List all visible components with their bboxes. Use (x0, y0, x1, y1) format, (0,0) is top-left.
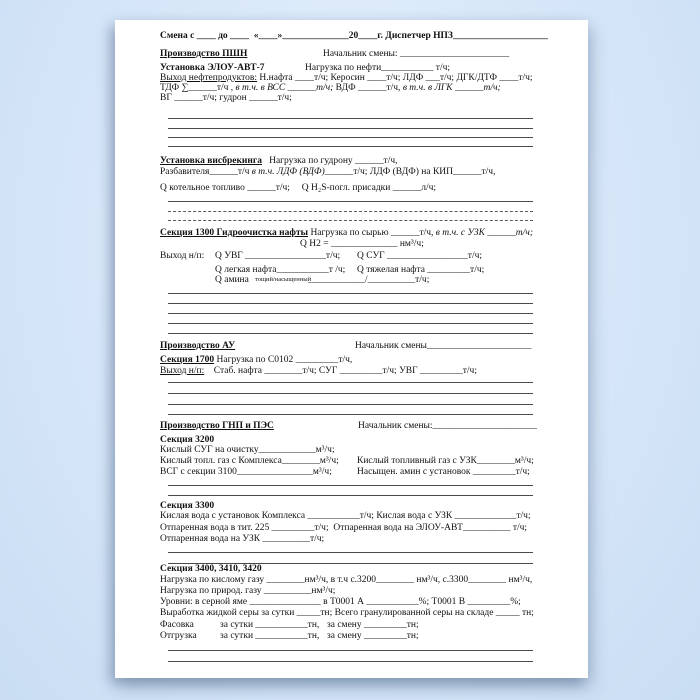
ruled-line (168, 661, 533, 662)
text-segment: Смена с ____ до ____ «____»______________20____г. Диспетчер НПЗ____________________ (160, 31, 548, 41)
production-pshn-heading (160, 49, 510, 59)
section-3200-heading (160, 435, 214, 445)
ruled-line (168, 485, 533, 486)
shipment-line (160, 631, 419, 641)
ruled-line (168, 650, 533, 651)
text-segment: Q котельное топливо ______т/ч; Q H₂S-погл. присадки ______л/ч; (160, 183, 437, 193)
section-1300-heading-line (160, 228, 533, 238)
text-segment: Стаб. нафта ________т/ч; СУГ _________т/ч; УВГ _________т/ч; (204, 366, 477, 376)
ruled-line (168, 303, 533, 304)
ruled-line (168, 552, 533, 553)
section-3400-title: Секция 3400, 3410, 3420 (160, 564, 262, 574)
ruled-line (168, 333, 533, 334)
ruled-line (168, 495, 533, 496)
elou-avt7-line (160, 63, 451, 73)
ruled-line (168, 118, 533, 119)
text-segment: ВДФ ______т/ч, (333, 83, 403, 93)
text-segment: Нагрузка по гудрону ______т/ч, (261, 156, 398, 166)
text-segment: Фасовка (160, 620, 194, 630)
ruled-line (168, 146, 533, 147)
ruled-line (168, 137, 533, 138)
text-segment: Q СУГ _________________т/ч; (357, 251, 482, 261)
ruled-line (168, 220, 533, 221)
ruled-line (168, 211, 533, 212)
shift-supervisor-blank: Начальник смены:______________________ (358, 421, 538, 431)
production-au-title: Производство АУ (160, 341, 236, 351)
sour-fuel-gas-line (160, 456, 534, 466)
vsg-line (160, 467, 530, 477)
text-segment: в т.ч. в ВСС ______т/ч; (235, 83, 334, 93)
product-yield-line (160, 73, 533, 83)
text-segment: за смену _________тн; (327, 620, 419, 630)
ruled-line (168, 313, 533, 314)
text-segment: ВГ ______т/ч; гудрон ______т/ч; (160, 93, 292, 103)
text-segment: в т.ч. с УЗК ______т/ч; (435, 228, 533, 238)
text-segment: Н.нафта ____т/ч; Керосин ____т/ч; ЛДФ ___т/ч; ДГК/ДТФ ____т/ч; (257, 73, 533, 83)
text-segment: Q амина (215, 275, 252, 285)
text-segment: Насыщен. амин с установок _________т/ч; (357, 467, 530, 477)
text-segment: ______т/ч; ЛДФ (ВДФ) на КИП______т/ч, (324, 167, 496, 177)
section-1700-title: Секция 1700 (160, 355, 215, 365)
section-3200-title: Секция 3200 (160, 435, 215, 445)
text-segment: Кислый топливный газ с УЗК________м³/ч; (357, 456, 534, 466)
text-segment: Отпаренная вода на УЗК __________т/ч; (160, 534, 325, 544)
production-gnp-pes-heading (160, 421, 538, 431)
shift-supervisor-blank: Начальник смены______________________ (355, 341, 532, 351)
levels-line (160, 597, 521, 607)
paper-sheet (115, 20, 588, 678)
production-gnp-pes-title: Производство ГНП и ПЭС (160, 421, 274, 431)
sour-water-line (160, 511, 531, 521)
stripped-water-line (160, 523, 527, 533)
text-segment: в т.ч. ЛДФ (ВДФ) (251, 167, 325, 177)
text-segment: Нагрузка по кислому газу ________нм³/ч, в т.ч с.3200________ нм³/ч, с.3300________ нм³/ч, (160, 575, 533, 585)
text-segment: Кислый СУГ на очистку____________м³/ч; (160, 445, 335, 455)
text-segment: Кислый топл. газ с Комплекса________м³/ч; (160, 456, 339, 466)
sour-sug-line (160, 445, 335, 455)
ruled-line (168, 393, 533, 394)
text-segment: ВСГ с секции 3100________________м³/ч; (160, 467, 332, 477)
text-segment: Выработка жидкой серы за сутки _____тн; Всего гранулированной серы на складе _____ тн; (160, 608, 534, 618)
packing-line (160, 620, 419, 630)
acid-gas-load-line (160, 575, 532, 585)
au-yield-line (160, 366, 477, 376)
vg-gudron-line (160, 93, 292, 103)
ruled-line (168, 414, 533, 415)
yield-uvg-sug-line (160, 251, 482, 261)
text-segment: Q Н2 = ______________ нм³/ч; (300, 239, 424, 249)
ruled-line (168, 382, 533, 383)
text-segment: Нагрузка по нефти___________ т/ч; (305, 63, 451, 73)
visbreaking-heading-line (160, 156, 398, 166)
production-pshn-title: Производство ПШН (160, 49, 248, 59)
text-segment: Q тяжелая нафта _________т/ч; (357, 265, 485, 275)
diluent-line (160, 167, 495, 177)
production-au-heading (160, 341, 532, 351)
text-segment: Q УВГ _________________т/ч; (215, 251, 341, 261)
text-segment: за смену _________тн; (327, 631, 419, 641)
text-segment: Q легкая нафта___________т /ч; (215, 265, 346, 275)
text-segment: Выход н/п: (160, 251, 205, 261)
stripped-water-uzk-line (160, 534, 324, 544)
text-segment: Выход н/п: (160, 366, 205, 376)
section-3300-heading (160, 501, 214, 511)
section-1700-line (160, 355, 352, 365)
text-segment: за сутки ___________тн, (220, 631, 320, 641)
shift-supervisor-blank: Начальник смены: _______________________ (323, 49, 510, 59)
ruled-line (168, 201, 533, 202)
text-segment: Нагрузка по сырью ______т/ч, (308, 228, 436, 238)
text-segment: Нагрузка по С0102 _________т/ч, (214, 355, 353, 365)
text-segment: за сутки ___________тн, (220, 620, 320, 630)
text-segment: Уровни: в серной яме _______________ в Т0001 А ___________%; Т0001 В _________%; (160, 597, 521, 607)
text-segment: ТДФ ∑______т/ч , (160, 83, 236, 93)
text-segment: Отгрузка (160, 631, 197, 641)
unit-elou-avt7-title: Установка ЭЛОУ-АВТ-7 (160, 63, 265, 73)
paper-content (160, 20, 588, 678)
boiler-fuel-line (160, 183, 436, 193)
unit-visbreaking-title: Установка висбрекинга (160, 156, 262, 166)
text-segment: ____________/__________т/ч; (308, 275, 430, 285)
ruled-line (168, 293, 533, 294)
sulfur-output-line (160, 608, 534, 618)
text-segment: тощий/насыщенный (255, 276, 312, 283)
natural-gas-load-line (160, 586, 335, 596)
shift-header-line (160, 31, 548, 41)
text-segment: в т.ч. в ЛГК ______т/ч; (402, 83, 501, 93)
text-segment: Нагрузка по природ. газу __________нм³/ч; (160, 586, 336, 596)
section-1300-title: Секция 1300 Гидроочистка нафты (160, 228, 309, 238)
section-3300-title: Секция 3300 (160, 501, 215, 511)
ruled-line (168, 323, 533, 324)
ruled-line (168, 128, 533, 129)
ruled-line (168, 404, 533, 405)
text-segment: Выход нефтепродуктов: (160, 73, 258, 83)
text-segment: Отпаренная вода в тит. 225 _________т/ч; Отпаренная вода на ЭЛОУ-АВТ__________ т/ч; (160, 523, 528, 533)
text-segment: Разбавителя______т/ч (160, 167, 252, 177)
text-segment: Кислая вода с установок Комплекса ___________т/ч; Кислая вода с УЗК _____________т/ч; (160, 511, 531, 521)
tdf-vdf-line (160, 83, 501, 93)
section-3400-heading (160, 564, 262, 574)
